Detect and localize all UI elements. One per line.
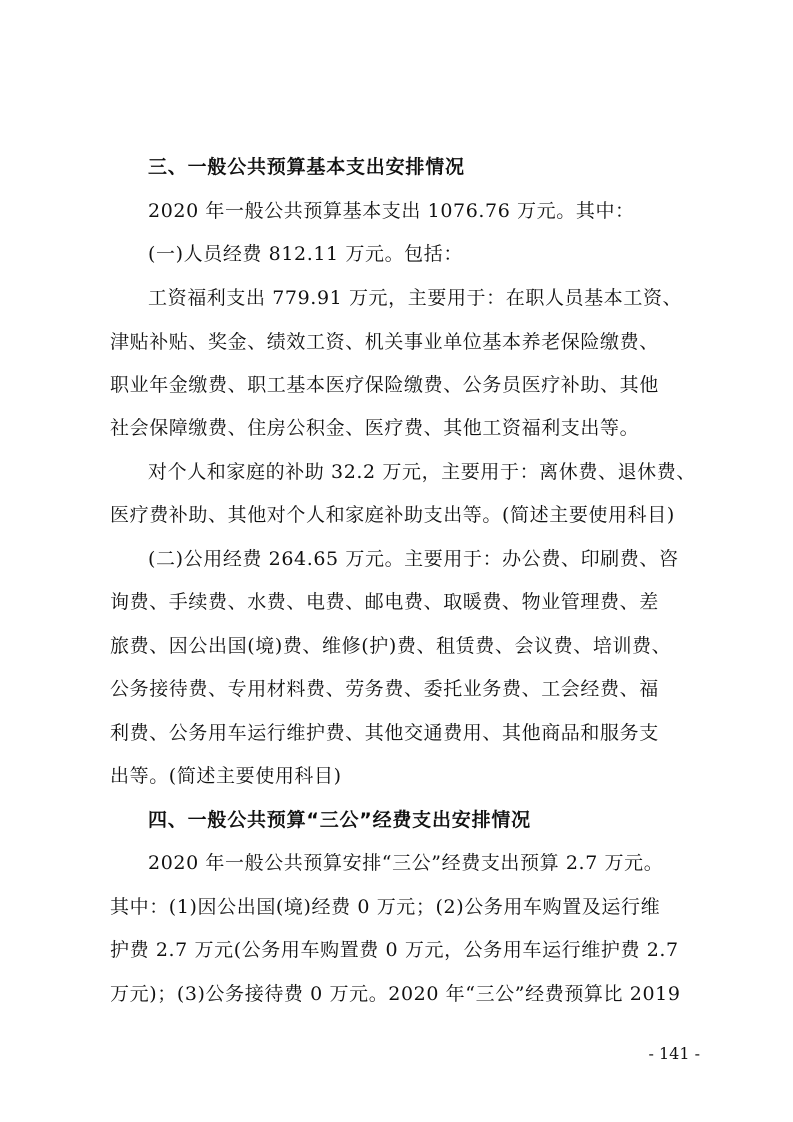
paragraph-line: 旅费、因公出国(境)费、维修(护)费、租赁费、会议费、培训费、 [110, 635, 672, 657]
paragraph-line: 2020 年一般公共预算基本支出 1076.76 万元。其中： [148, 200, 635, 222]
paragraph-line: 万元)；(3)公务接待费 0 万元。2020 年“三公”经费预算比 2019 [110, 983, 681, 1005]
paragraph-line: (一)人员经费 812.11 万元。包括： [148, 243, 463, 265]
paragraph-line: 津贴补贴、奖金、绩效工资、机关事业单位基本养老保险缴费、 [110, 331, 659, 353]
section-heading-three-public: 四、一般公共预算“三公”经费支出安排情况 [148, 809, 531, 831]
paragraph-line: 社会保障缴费、住房公积金、医疗费、其他工资福利支出等。 [110, 417, 640, 439]
paragraph-line: 询费、手续费、水费、电费、邮电费、取暖费、物业管理费、差 [110, 591, 659, 613]
paragraph-line: 对个人和家庭的补助 32.2 万元，主要用于：离休费、退休费、 [148, 461, 696, 483]
paragraph-line: 2020 年一般公共预算安排“三公”经费支出预算 2.7 万元。 [148, 852, 664, 874]
paragraph-line: 公务接待费、专用材料费、劳务费、委托业务费、工会经费、福 [110, 678, 659, 700]
section-heading-basic-expenditure: 三、一般公共预算基本支出安排情况 [148, 156, 465, 178]
paragraph-line: 医疗费补助、其他对个人和家庭补助支出等。(简述主要使用科目) [110, 504, 675, 526]
paragraph-line: 利费、公务用车运行维护费、其他交通费用、其他商品和服务支 [110, 722, 659, 744]
paragraph-line: (二)公用经费 264.65 万元。主要用于：办公费、印刷费、咨 [148, 548, 679, 570]
page-number: - 141 - [648, 1044, 700, 1063]
paragraph-line: 工资福利支出 779.91 万元，主要用于：在职人员基本工资、 [148, 287, 683, 309]
paragraph-line: 其中：(1)因公出国(境)经费 0 万元；(2)公务用车购置及运行维 [110, 896, 661, 918]
paragraph-line: 职业年金缴费、职工基本医疗保险缴费、公务员医疗补助、其他 [110, 374, 659, 396]
paragraph-line: 出等。(简述主要使用科目) [110, 765, 342, 787]
paragraph-line: 护费 2.7 万元(公务用车购置费 0 万元，公务用车运行维护费 2.7 [110, 939, 679, 961]
